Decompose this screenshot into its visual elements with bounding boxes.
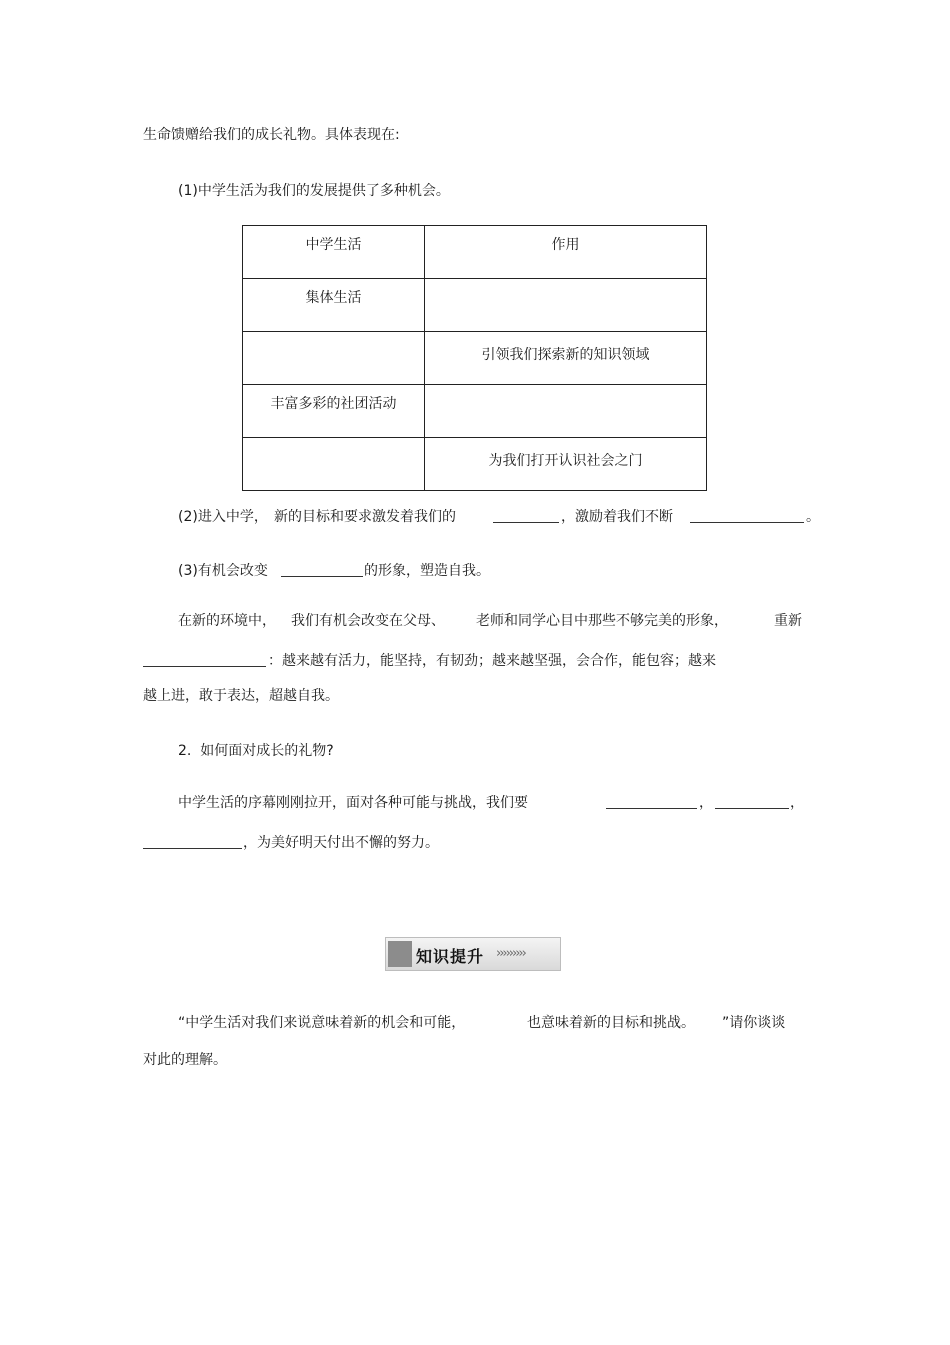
point-3-text: (3)有机会改变 — [178, 563, 268, 579]
banner-arrows-icon: ››››››››› — [496, 946, 525, 961]
para-line-2: ：越来越有活力，能坚持，有韧劲；越来越坚强，会合作，能包容；越来 — [268, 653, 716, 669]
para-line-1b: 我们有机会改变在父母、 — [291, 613, 445, 629]
table-cell-blank[interactable] — [243, 438, 425, 491]
point-3-text-b: 的形象，塑造自我。 — [364, 563, 490, 579]
banner-square-icon — [388, 941, 412, 967]
blank-answer-1[interactable] — [493, 507, 559, 523]
table-cell: 为我们打开认识社会之门 — [425, 438, 707, 491]
table-cell: 丰富多彩的社团活动 — [243, 385, 425, 438]
para-line-1c: 老师和同学心目中那些不够完美的形象， — [476, 613, 728, 629]
table-header: 中学生活 — [243, 226, 425, 279]
point-2-number: (2)进入中学， — [178, 509, 268, 525]
blank-answer-7[interactable] — [143, 833, 242, 849]
knowledge-boost-banner — [385, 937, 561, 971]
table-row — [243, 332, 707, 385]
blank-answer-5[interactable] — [606, 793, 697, 809]
para-line-3: 越上进，敢于表达，超越自我。 — [143, 688, 339, 704]
blank-answer-4[interactable] — [143, 651, 266, 667]
table-row — [243, 385, 707, 438]
para-line-1a: 在新的环境中， — [178, 613, 276, 629]
question-2 — [178, 741, 334, 761]
blank-answer-3[interactable] — [281, 561, 363, 577]
table-cell-blank[interactable] — [425, 279, 707, 332]
point-2-text-b: ，激励着我们不断 — [561, 509, 673, 525]
point-1-text: 中学生活为我们的发展提供了多种机会。 — [197, 183, 450, 199]
q2-comma-2: ， — [790, 795, 804, 811]
prompt-line-1a: “中学生活对我们来说意味着新的机会和可能， — [178, 1015, 466, 1031]
table-cell-blank[interactable] — [243, 332, 425, 385]
opportunities-table — [242, 225, 707, 491]
point-2-text: 新的目标和要求激发着我们的 — [274, 509, 456, 525]
question-2-text: 如何面对成长的礼物? — [200, 743, 334, 759]
table-cell: 引领我们探索新的知识领域 — [425, 332, 707, 385]
table-row — [243, 438, 707, 491]
banner-label: 知识提升 — [416, 947, 485, 966]
prompt-line-1b: 也意味着新的目标和挑战。 — [527, 1015, 695, 1031]
q2-line-1: 中学生活的序幕刚刚拉开，面对各种可能与挑战，我们要 — [178, 795, 528, 811]
table-cell-blank[interactable] — [425, 385, 707, 438]
q2-comma-1: ， — [699, 795, 713, 811]
blank-answer-2[interactable] — [690, 507, 804, 523]
para-line-1d: 重新 — [774, 613, 802, 629]
prompt-line-1c: ”请你谈谈 — [722, 1015, 786, 1031]
table-row — [243, 279, 707, 332]
question-2-number: 2. — [178, 743, 192, 759]
table-cell: 集体生活 — [243, 279, 425, 332]
intro-text: 生命馈赠给我们的成长礼物。具体表现在: — [143, 127, 400, 143]
blank-answer-6[interactable] — [715, 793, 789, 809]
point-2-end: 。 — [806, 509, 820, 525]
q2-line-2: ，为美好明天付出不懈的努力。 — [243, 835, 439, 851]
point-1-number: (1) — [178, 183, 198, 199]
table-header: 作用 — [425, 226, 707, 279]
prompt-line-2: 对此的理解。 — [143, 1052, 227, 1068]
table-header-row — [243, 226, 707, 279]
point-1 — [178, 181, 450, 201]
